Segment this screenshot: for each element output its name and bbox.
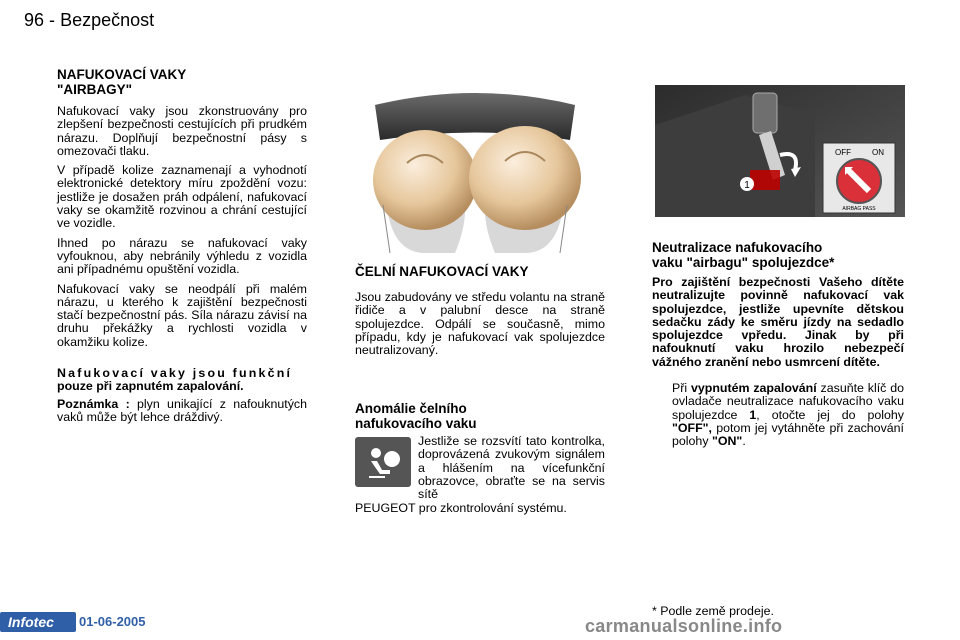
neutralization-heading xyxy=(652,240,904,270)
text-bold: "ON" xyxy=(711,434,743,449)
gas-note xyxy=(57,398,307,425)
airbag-heading xyxy=(57,67,307,97)
note-text: plyn unikající z nafouknutých vaků může být lehce dráždivý. xyxy=(57,396,308,424)
note-label: Poznámka : xyxy=(57,396,130,411)
child-safety-warning: Pro zajištění bezpečnosti Vašeho dítěte neutralizujte povinně nafukovací vak spolujezdce, jestliže upevníte dětskou sedačku zády ke směru jízdy na sedadlo spolujezdce vpředu. Jinak by při nafouknutí vaku hrozilo nebezpečí vážného zranění nebo usmrcení dítěte. xyxy=(652,275,904,369)
paragraph: Ihned po nárazu se nafukovací vaky vyfouknou, aby nebránily výhledu z vozidla ani případnému opuštění vozidla. xyxy=(57,235,307,277)
heading-line: nafukovacího vaku xyxy=(355,416,477,431)
page-header xyxy=(24,10,154,31)
callout-number: 1 xyxy=(744,180,750,191)
instruction-list xyxy=(654,382,904,454)
column-1 xyxy=(57,67,307,430)
paragraph: Nafukovací vaky jsou zkonstruovány pro zlepšení bezpečnosti cestujících při prudkém nárazu. Doplňují bezpečnostní pásy s omezovači tlaku. xyxy=(57,104,307,158)
switch-caption: AIRBAG PASS xyxy=(842,206,876,212)
text: . xyxy=(742,434,746,449)
heading-line: NAFUKOVACÍ VAKY xyxy=(57,67,187,82)
ignition-note xyxy=(57,367,307,394)
heading-line: vaku "airbagu" spolujezdce* xyxy=(652,255,835,270)
airbag-illustration xyxy=(345,85,605,253)
infotec-logo: Infotec xyxy=(0,612,76,632)
edition-date: 01-06-2005 xyxy=(79,614,146,629)
text: potom jej vytáhněte při zachování polohy xyxy=(672,420,904,449)
anomaly-text-cont: PEUGEOT pro zkontrolování systému. xyxy=(355,501,567,515)
heading-line: Anomálie čelního xyxy=(355,401,467,416)
watermark: carmanualsonline.info xyxy=(585,616,783,636)
switch-on-label: ON xyxy=(872,148,884,157)
heading-line: "AIRBAGY" xyxy=(57,82,133,97)
text: zasuňte klíč do ovladače neutralizace nafukovacího vaku spolujezdce xyxy=(672,381,904,422)
page-number: 96 xyxy=(24,10,45,30)
airbag-warning-lamp xyxy=(355,437,411,487)
instruction-item xyxy=(672,382,904,448)
anomaly-heading xyxy=(355,401,605,431)
text: Při xyxy=(672,381,691,395)
heading-line: Neutralizace nafukovacího xyxy=(652,240,823,255)
paragraph: Nafukovací vaky se neodpálí při malém nárazu, u kterého k zajištění bezpečnosti stačí bezpečnostní pás. Síla nárazu závisí na druhu překážky a rychlosti vozidla v okamžiku kolize. xyxy=(57,281,307,349)
note-line: pouze při zapnutém zapalování. xyxy=(57,379,244,394)
footnote: * Podle země prodeje. xyxy=(652,604,774,618)
text-bold: vypnutém zapalování xyxy=(690,381,817,395)
key-slot xyxy=(753,93,777,133)
passenger-airbag xyxy=(469,126,581,230)
note-line: Nafukovací vaky jsou funkční xyxy=(57,366,293,381)
text-bold: "OFF", xyxy=(672,420,712,435)
text-bold: 1 xyxy=(749,407,757,422)
driver-airbag xyxy=(373,130,477,230)
paragraph: V případě kolize zaznamenají a vyhodnotí elektronické detektory míru zpoždění vozu: jestliže je dosažen práh odpálení, nafukovací vaky se okamžitě rozvinou a chrání cestující ve vozidle. xyxy=(57,163,307,231)
header-separator: - xyxy=(49,10,56,30)
frontal-airbags-text: Jsou zabudovány ve středu volantu na straně řidiče a v palubní desce na straně spolujezdce. Odpálí se současně, mimo případu, kdy je nafukovací vak spolujezdce neutralizovaný. xyxy=(355,290,605,358)
section-title: Bezpečnost xyxy=(60,10,155,30)
switch-off-label: OFF xyxy=(835,148,851,157)
anomaly-text: Jestliže se rozsvítí tato kontrolka, doprovázená zvukovým signálem a hlášením na vícefunkční obrazovce, obraťte se na servis sítě xyxy=(418,434,605,502)
airbag-warning-icon xyxy=(355,437,411,487)
text: , otočte jej do polohy xyxy=(756,407,904,422)
frontal-airbags-heading: ČELNÍ NAFUKOVACÍ VAKY xyxy=(355,264,529,279)
neutralization-switch-illustration xyxy=(655,85,905,217)
